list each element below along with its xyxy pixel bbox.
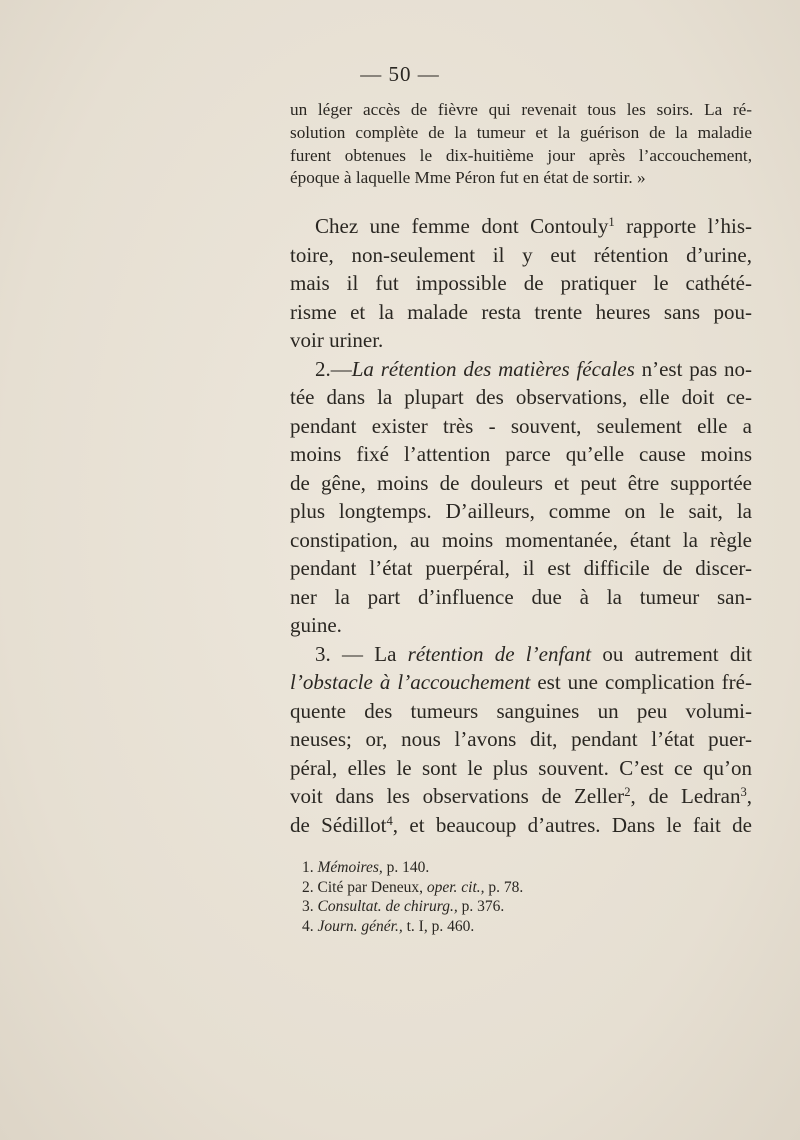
paragraph-2-line: pendant l’état puerpéral, il est difficile de discer- [290, 556, 752, 580]
text-span: Chez une femme dont Contouly [315, 214, 609, 238]
footnote-ref: 2 [624, 785, 631, 800]
footnotes [302, 858, 722, 936]
text-span: n’est pas no- [634, 356, 753, 381]
paragraph-2-line: guine. [290, 613, 342, 637]
paragraph-2-line: plus longtemps. D’ailleurs, comme on le sait, la [290, 499, 752, 523]
footnote-number: 4. [302, 917, 318, 935]
italic-phrase: Consultat. de chirurg., [317, 898, 458, 915]
paragraph-2-line: de gêne, moins de douleurs et peut être supportée [290, 470, 752, 495]
paragraph-2-line: constipation, au moins momentanée, étant la règle [290, 527, 752, 552]
footnote-ref: 4 [386, 813, 393, 828]
paragraph-1-line: voir uriner. [290, 328, 384, 352]
italic-phrase: La rétention des matières fécales [351, 356, 635, 381]
body-text [290, 212, 752, 839]
paragraph-1-line: toire, non-seulement il y eut rétention d’urine, [290, 242, 752, 267]
italic-phrase: Journ. génér., [317, 917, 403, 935]
paragraph-2-line: pendant exister très - souvent, seulement elle a [290, 413, 752, 438]
text-line: époque à laquelle Mme Péron fut en état de sortir. » [290, 168, 646, 188]
paragraph-3-line: quente des tumeurs sanguines un peu volumi- [290, 698, 752, 723]
text-span: , et beaucoup d’autres. Dans le fait de [392, 812, 752, 837]
quotation-block [290, 99, 752, 190]
paragraph-3-line [290, 640, 752, 669]
text-span: voit dans les observations de Zeller [290, 784, 625, 808]
text-span: , de Ledran [630, 784, 741, 808]
text-span: de Sédillot [290, 812, 387, 837]
paragraph-2-line: tée dans la plupart des observations, elle doit ce- [290, 385, 752, 409]
footnote [302, 917, 722, 937]
paragraph-3-line: péral, elles le sont le plus souvent. C’est ce qu’on [290, 755, 752, 780]
page-number: — 50 — [360, 62, 440, 86]
paragraph-3-line [290, 811, 752, 840]
footnote [302, 858, 722, 878]
italic-phrase: l’obstacle à l’accouchement [290, 670, 531, 694]
footnote-number: 3. [302, 898, 318, 915]
text-span: p. 78. [484, 878, 524, 896]
footnote-number: 2. [302, 878, 318, 896]
text-span: rapporte l’his- [614, 214, 752, 238]
text-span: , [746, 784, 752, 808]
italic-phrase: rétention de l’enfant [407, 641, 592, 666]
paragraph-2-line: moins fixé l’attention parce qu’elle cause moins [290, 442, 752, 466]
text-span: ou autrement dit [591, 641, 752, 666]
paragraph-1-line: mais il fut impossible de pratiquer le cathété- [290, 271, 752, 295]
text-span: p. 140. [382, 859, 430, 876]
footnote-number: 1. [302, 859, 318, 876]
section-number: 2.— [315, 356, 352, 381]
text-span: t. I, p. 460. [402, 917, 475, 935]
footnote [302, 878, 722, 898]
text-span: est une complication fré- [530, 670, 752, 694]
text-span: Cité par Deneux, [317, 878, 427, 896]
footnote-ref: 1 [608, 215, 615, 230]
footnote-ref: 3 [740, 785, 747, 800]
text-line: furent obtenues le dix-huitième jour après l’accouchement, [290, 145, 752, 165]
italic-phrase: oper. cit., [426, 878, 485, 896]
paragraph-2-line [290, 355, 752, 384]
text-line: solution complète de la tumeur et la guérison de la maladie [290, 122, 752, 142]
paragraph-3-line: neuses; or, nous l’avons dit, pendant l’état puer- [290, 727, 752, 751]
paragraph-3-line [290, 668, 752, 697]
paragraph-1-line [290, 212, 752, 241]
italic-phrase: Mémoires, [317, 859, 383, 876]
paragraph-3-line [290, 782, 752, 811]
paragraph-1-line: risme et la malade resta trente heures sans pou- [290, 299, 752, 324]
text-span: p. 376. [457, 898, 505, 915]
text-line: un léger accès de fièvre qui revenait tous les soirs. La ré- [290, 100, 752, 119]
section-number: 3. — La [315, 641, 408, 666]
paragraph-2-line: ner la part d’influence due à la tumeur san- [290, 584, 752, 609]
footnote [302, 897, 722, 917]
